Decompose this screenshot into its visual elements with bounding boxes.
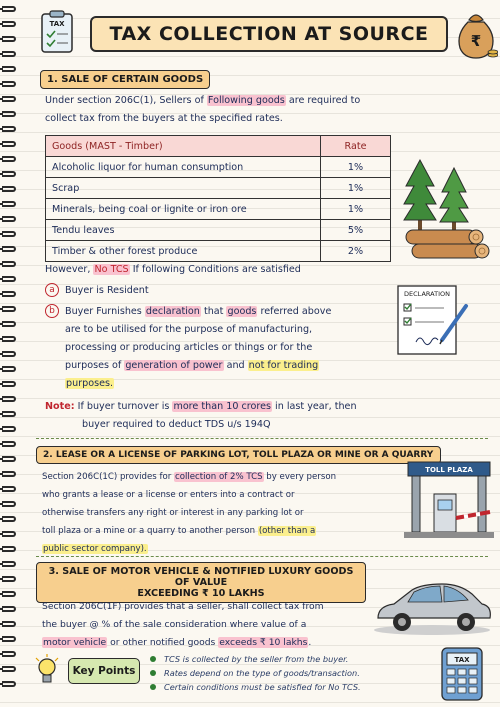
spiral-ring <box>2 531 16 537</box>
spiral-ring <box>2 441 16 447</box>
spiral-ring <box>2 21 16 27</box>
spiral-ring <box>2 261 16 267</box>
page-title: TAX COLLECTION AT SOURCE <box>90 16 448 52</box>
note-block: Note: If buyer turnover is more than 10 crores in last year, then buyer required to deduct TDS u/s 194Q <box>45 401 357 430</box>
spiral-ring <box>2 411 16 417</box>
list-item: Rates depend on the type of goods/transaction. <box>150 666 430 680</box>
section1-intro: Under section 206C(1), Sellers of Following goods are required to collect tax from the buyers at the specified rates. <box>45 95 361 124</box>
table-cell-rate: 1% <box>321 178 391 199</box>
spiral-ring <box>2 216 16 222</box>
spiral-ring <box>2 321 16 327</box>
spiral-ring <box>2 156 16 162</box>
table-row <box>46 178 391 199</box>
spiral-ring <box>2 291 16 297</box>
spiral-ring <box>2 111 16 117</box>
spiral-ring <box>2 621 16 627</box>
note-label: Note: <box>45 401 75 412</box>
spiral-ring <box>2 681 16 687</box>
spiral-ring <box>2 336 16 342</box>
condition-a: a Buyer is Resident <box>45 282 395 300</box>
spiral-ring <box>2 591 16 597</box>
table-cell-rate: 1% <box>321 157 391 178</box>
spiral-ring <box>2 96 16 102</box>
spiral-ring <box>2 546 16 552</box>
spiral-ring <box>2 516 16 522</box>
condition-a-marker: a <box>45 283 59 297</box>
money-bag-icon <box>454 8 498 60</box>
header <box>36 6 496 62</box>
condition-b-marker: b <box>45 304 59 318</box>
svg-text:₹: ₹ <box>470 32 482 50</box>
toll-label: TOLL PLAZA <box>425 466 473 474</box>
spiral-ring <box>2 501 16 507</box>
spiral-ring <box>2 366 16 372</box>
spiral-ring <box>2 171 16 177</box>
lightbulb-icon <box>34 654 60 688</box>
declaration-label: DECLARATION <box>404 290 450 298</box>
spiral-ring <box>2 126 16 132</box>
spiral-ring <box>2 186 16 192</box>
spiral-ring <box>2 396 16 402</box>
key-points-label: Key Points <box>68 658 140 684</box>
declaration-pen-icon <box>394 282 470 358</box>
spiral-ring <box>2 561 16 567</box>
no-tcs-line: However, No TCS If following Conditions are satisfied <box>45 264 301 275</box>
key-points-list <box>150 652 430 694</box>
spiral-ring <box>2 36 16 42</box>
spiral-ring <box>2 231 16 237</box>
condition-b: b Buyer Furnishes declaration that goods referred above are to be utilised for the purpose of manufacturing, processing or producing articles or things or for the purposes of generation of power and not for trading purposes. <box>45 303 405 393</box>
bullet-icon <box>150 656 156 662</box>
spiral-ring <box>2 51 16 57</box>
toll-plaza-icon <box>404 458 494 550</box>
spiral-ring <box>2 426 16 432</box>
spiral-binding <box>0 6 22 706</box>
spiral-ring <box>2 381 16 387</box>
spiral-ring <box>2 666 16 672</box>
calculator-icon <box>440 646 486 702</box>
spiral-ring <box>2 276 16 282</box>
spiral-ring <box>2 651 16 657</box>
car-icon <box>370 574 494 638</box>
table-cell-rate: 5% <box>321 220 391 241</box>
bullet-icon <box>150 670 156 676</box>
spiral-ring <box>2 606 16 612</box>
list-item: Certain conditions must be satisfied for No TCS. <box>150 680 430 694</box>
table-cell-rate: 2% <box>321 241 391 262</box>
spiral-ring <box>2 351 16 357</box>
goods-rate-table <box>45 135 391 262</box>
table-header-row <box>46 136 391 157</box>
spiral-ring <box>2 141 16 147</box>
tax-board-label: TAX <box>49 20 65 28</box>
table-cell-goods: Minerals, being coal or lignite or iron ore <box>46 199 321 220</box>
spiral-ring <box>2 636 16 642</box>
table-cell-goods: Timber & other forest produce <box>46 241 321 262</box>
section-divider <box>36 438 488 439</box>
table-row <box>46 157 391 178</box>
table-cell-goods: Alcoholic liquor for human consumption <box>46 157 321 178</box>
spiral-ring <box>2 306 16 312</box>
timber-trees-icon <box>396 150 492 262</box>
spiral-ring <box>2 66 16 72</box>
section2-body: Section 206C(1C) provides for collection of 2% TCS by every person who grants a lease or a license or enters into a contract or otherwise transfers any right or interest in any parking lot or toll plaza or a mine or a quarry to another person (other than a public sector company). <box>42 472 337 554</box>
table-cell-goods: Scrap <box>46 178 321 199</box>
section1-heading: 1. SALE OF CERTAIN GOODS <box>40 70 210 89</box>
table-header-rate: Rate <box>321 136 391 157</box>
spiral-ring <box>2 81 16 87</box>
section3-heading: 3. SALE OF MOTOR VEHICLE & NOTIFIED LUXURY GOODS OF VALUE EXCEEDING ₹ 10 LAKHS <box>36 562 366 603</box>
list-item: TCS is collected by the seller from the buyer. <box>150 652 430 666</box>
spiral-ring <box>2 471 16 477</box>
table-row <box>46 199 391 220</box>
spiral-ring <box>2 6 16 12</box>
calculator-label: TAX <box>454 656 470 664</box>
table-header-goods: Goods (MAST - Timber) <box>46 136 321 157</box>
section2-heading: 2. LEASE OR A LICENSE OF PARKING LOT, TOLL PLAZA OR MINE OR A QUARRY <box>36 446 441 464</box>
section-divider <box>36 556 488 557</box>
table-cell-rate: 1% <box>321 199 391 220</box>
spiral-ring <box>2 456 16 462</box>
table-row <box>46 241 391 262</box>
spiral-ring <box>2 246 16 252</box>
table-cell-goods: Tendu leaves <box>46 220 321 241</box>
spiral-ring <box>2 486 16 492</box>
tax-clipboard-icon <box>40 10 74 54</box>
section3-body: Section 206C(1F) provides that a seller, shall collect tax from the buyer @ % of the sale consideration where value of a motor vehicle or other notified goods exceeds ₹ 10 lakhs. <box>42 601 324 648</box>
table-row <box>46 220 391 241</box>
bullet-icon <box>150 684 156 690</box>
spiral-ring <box>2 576 16 582</box>
spiral-ring <box>2 201 16 207</box>
